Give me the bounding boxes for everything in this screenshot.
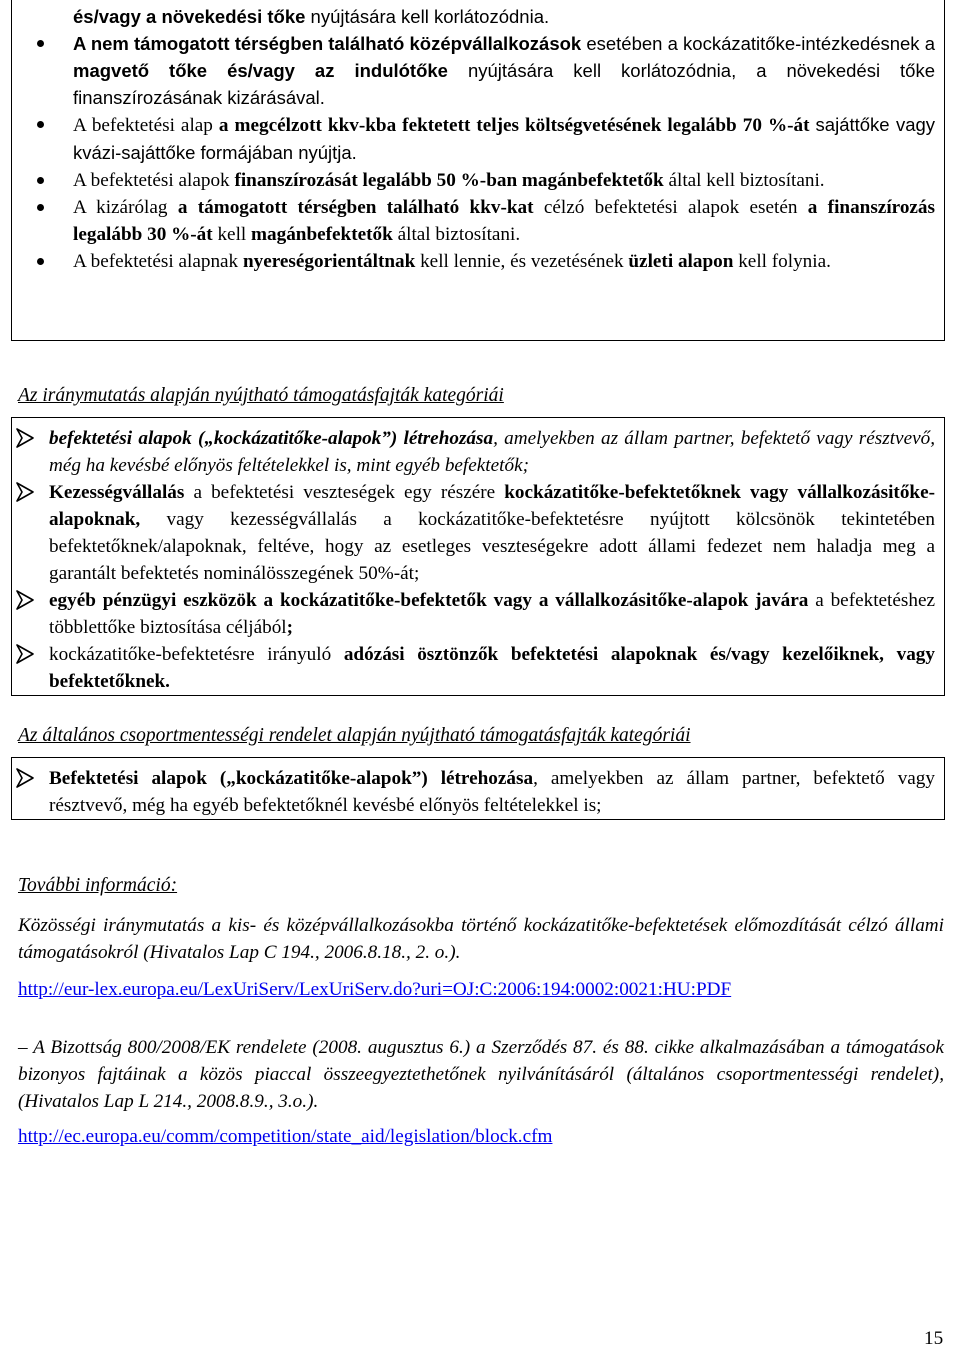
condition-tail: sajáttőke vagy kvázi-sajáttőke formájában nyújtja. [73,114,936,163]
bold-text: adózási ösztönzők befektetési alapoknak és/vagy kezelőiknek, vagy befektetőknek. [49,644,935,692]
bold-text: és/vagy a növekedési tőke [73,6,306,27]
text-run: nyújtására kell korlátozódnia, a növekedési tőke finanszírozásának kizárásával. [73,60,935,108]
text-run: , amelyekben az állam partner, befektető vagy résztvevő, még ha egyéb befektetőknél kevésbé előnyös feltételekkel is; [49,768,935,816]
section-heading-guidelines: Az iránymutatás alapján nyújtható támogatásfajták kategóriái [18,385,504,406]
bold-text: finanszírozását legalább 50 %-ban magánbefektetők [234,170,664,191]
aid-type-item [16,587,935,641]
bold-text: nyereségorientáltnak [242,251,416,272]
gber-aid-list [16,765,935,819]
text-run: által kell biztosítani. [663,170,825,191]
text-run: vagy kezességvállalás a kockázatitőke-befektetésre nyújtott kölcsönök tekintetében befektetőknek/alapoknak, feltéve, hogy az esetleges veszteségekre adott állami fedezet nem haladja meg a garantált befektetés nominálösszegének 50%-át; [49,509,935,584]
page-number: 15 [924,1328,944,1349]
arrow-bullet-icon [16,428,34,448]
section-heading-gber: Az általános csoportmentességi rendelet alapján nyújtható támogatásfajták kategóriái [18,725,691,746]
condition-item [27,30,935,111]
bold-text: Kezességvállalás [49,482,185,503]
bold-text: a finanszírozás legalább 30 %-át [73,197,935,245]
text-run: esetében a kockázatitőke-intézkedésnek a [581,33,935,54]
bold-text: Befektetési alapok („kockázatitőke-alapok”) létrehozása [49,768,534,789]
bold-text: kockázatitőke-befektetőknek vagy vállalkozásitőke-alapoknak, [49,482,935,530]
text-run: A befektetési alap [73,115,219,136]
intro-line [27,3,935,30]
aid-type-item [16,479,935,587]
gber-reference: – A Bizottság 800/2008/EK rendelete (2008. augusztus 6.) a Szerződés 87. és 88. cikke alkalmazásában a támogatások bizonyos fajtáinak a közös piaccal összeegyeztethetőnek nyilvánításáról (általános csoportmentességi rendelet), (Hivatalos Lap L 214., 2008.8.9., 3.o.). [18,1037,944,1112]
text-run: A befektetési alapok [73,170,235,191]
text-run: a befektetéshez többlettőke biztosítása céljából [49,590,935,638]
text-run: által biztosítani. [392,224,521,245]
text-run: célzó befektetési alapok esetén [533,197,808,218]
aid-type-item [16,641,935,695]
bold-text: üzleti alapon [628,251,734,272]
condition-item [27,248,935,275]
further-info-heading: További információ: [18,875,178,896]
guidelines-aid-list [16,425,935,695]
condition-item [27,167,935,194]
bold-text: ; [286,617,294,638]
guidelines-reference: Közösségi iránymutatás a kis- és középvállalkozásokba történő kockázatitőke-befektetések előmozdítását célzó állami támogatásokról (Hivatalos Lap C 194., 2006.8.18., 2. o.). [18,915,944,963]
text-run: kell lennie, és vezetésének [415,251,629,272]
eligibility-conditions-box [11,0,945,341]
text-run: nyújtására kell korlátozódnia. [305,6,550,27]
condition-item [27,111,935,167]
arrow-bullet-icon [16,644,34,664]
arrow-bullet-icon [16,482,34,502]
arrow-bullet-icon [16,768,34,788]
text-run: A befektetési alapnak [73,251,243,272]
text-run: A kizárólag [73,197,178,218]
bold-text: magvető tőke és/vagy az indulótőke [73,60,448,81]
text-run: kell folynia. [733,251,831,272]
bold-text: a támogatott térségben található kkv-kat [177,197,534,218]
condition-list [27,30,935,275]
bold-text: magánbefektetők [251,224,393,245]
text-run: a befektetési veszteségek egy részére [184,482,505,503]
text-run: kockázatitőke-befektetésre irányuló [49,644,344,665]
aid-type-item [16,425,935,479]
guidelines-aid-types-box [11,417,945,696]
competition-legislation-link[interactable]: http://ec.europa.eu/comm/competition/state_aid/legislation/block.cfm [18,1126,553,1147]
bold-text: a megcélzott kkv-kba fektetett teljes költségvetésének legalább 70 %-át [218,115,810,136]
condition-item [27,194,935,248]
bold-text: A nem támogatott térségben található középvállalkozások [73,33,582,54]
arrow-bullet-icon [16,590,34,610]
text-run: , amelyekben az állam partner, befektető vagy résztvevő, még ha kevésbé előnyös feltételekkel is, mint egyéb befektetők; [49,428,935,476]
text-run: kell [212,224,252,245]
bold-text: egyéb pénzügyi eszközök a kockázatitőke-befektetők vagy a vállalkozásitőke-alapok javára [49,590,809,611]
eur-lex-link[interactable]: http://eur-lex.europa.eu/LexUriServ/LexUriServ.do?uri=OJ:C:2006:194:0002:0021:HU:PDF [18,979,732,1000]
gber-aid-types-box [11,757,945,820]
aid-type-item [16,765,935,819]
bold-text: befektetési alapok („kockázatitőke-alapok”) létrehozása [49,428,494,449]
